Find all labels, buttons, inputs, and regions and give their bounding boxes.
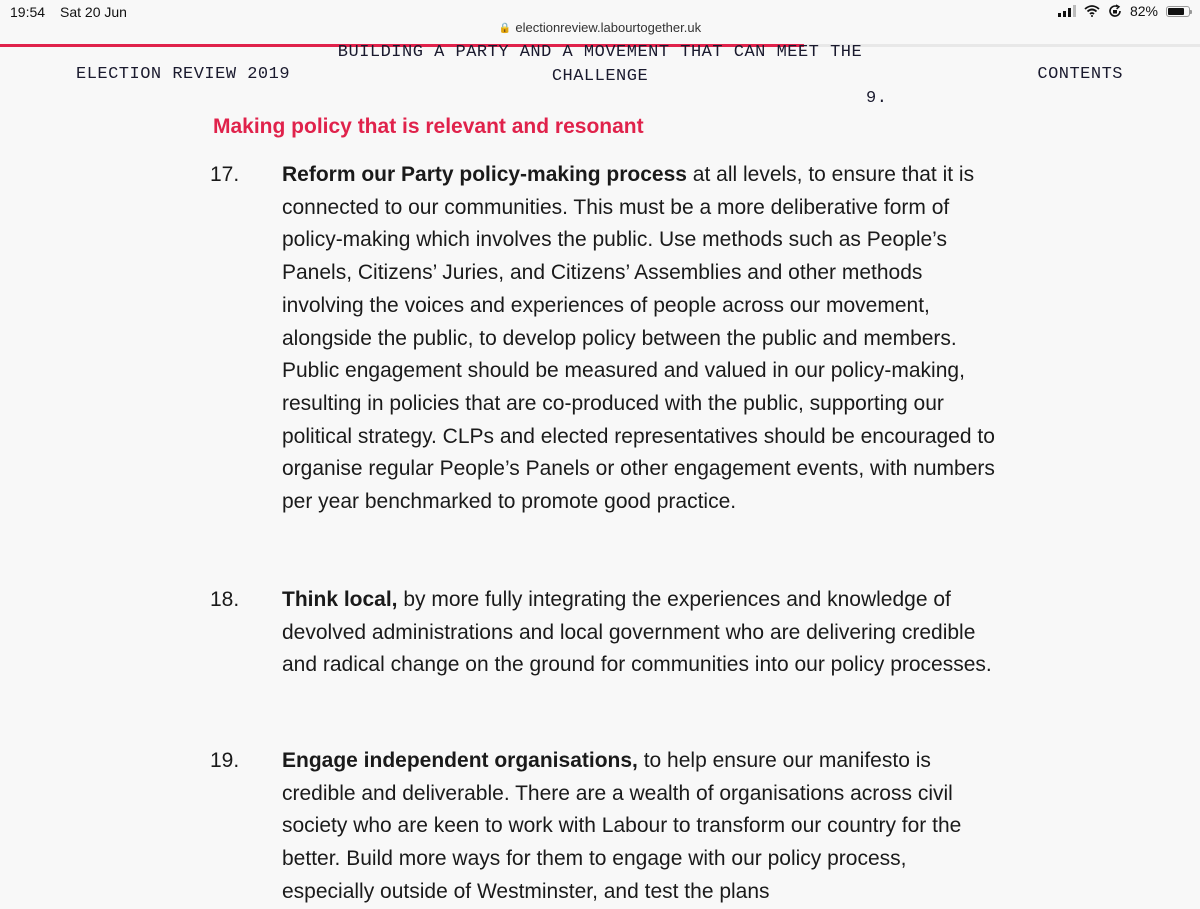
chapter-number: 9.: [866, 89, 888, 108]
item-number: 17.: [210, 163, 240, 186]
wifi-icon: [1084, 5, 1100, 17]
item-text: at all levels, to ensure that it is connected to our communities. This must be a more deliberative form of policy-making which involves the public. Use methods such as People’s Panels, Citizens’ Juries, and Citizens’ Assemblies and other methods involving the voices and experiences of people across our movement, alongside the public, to develop policy between the public and members. Public engagement should be measured and valued in our policy-making, resulting in policies that are co-produced with the public, supporting our political strategy. CLPs and elected representatives should be encouraged to organise regular People’s Panels or other engagement events, with numbers per year benchmarked to promote good practice.: [282, 163, 995, 514]
signal-icon: [1058, 5, 1076, 17]
item-text: to help ensure our manifesto is credible and deliverable. There are a wealth of organisations across civil society who are keen to work with Labour to transform our country for the better. Build more ways for them to engage with our policy process, especially outside of Westminster, and test the plans: [282, 749, 962, 903]
battery-fill: [1168, 8, 1184, 15]
list-item: [210, 584, 1000, 682]
lock-icon: 🔒: [498, 23, 512, 34]
item-number: 18.: [210, 588, 240, 611]
address-bar[interactable]: [0, 20, 1200, 42]
item-body: [282, 584, 1000, 682]
item-body: [282, 159, 1000, 519]
section-heading: Making policy that is relevant and resonant: [213, 115, 644, 138]
contents-link[interactable]: CONTENTS: [1037, 65, 1123, 84]
item-lead: Think local,: [282, 588, 398, 611]
status-time: 19:54: [10, 4, 46, 20]
review-title-link[interactable]: ELECTION REVIEW 2019: [76, 65, 291, 84]
item-body: [282, 745, 1000, 909]
item-text: by more fully integrating the experiences and knowledge of devolved administrations and local government who are delivering credible and radical change on the ground for communities into our policy processes.: [282, 588, 992, 677]
url-text: electionreview.labourtogether.uk: [515, 20, 702, 35]
item-lead: Engage independent organisations,: [282, 749, 638, 772]
status-date: Sat 20 Jun: [60, 4, 127, 20]
list-item: [210, 745, 1000, 909]
chapter-title: [300, 41, 900, 89]
item-number: 19.: [210, 749, 240, 772]
chapter-title-line1: BUILDING A PARTY AND A MOVEMENT THAT CAN MEET THE: [337, 43, 863, 62]
battery-icon: [1166, 6, 1190, 17]
chapter-title-line2: CHALLENGE: [551, 67, 649, 86]
battery-percent: 82%: [1129, 3, 1158, 19]
rotation-lock-icon: [1108, 4, 1122, 18]
item-lead: Reform our Party policy-making process: [282, 163, 687, 186]
status-icons: [1058, 3, 1190, 19]
list-item: [210, 159, 1000, 519]
